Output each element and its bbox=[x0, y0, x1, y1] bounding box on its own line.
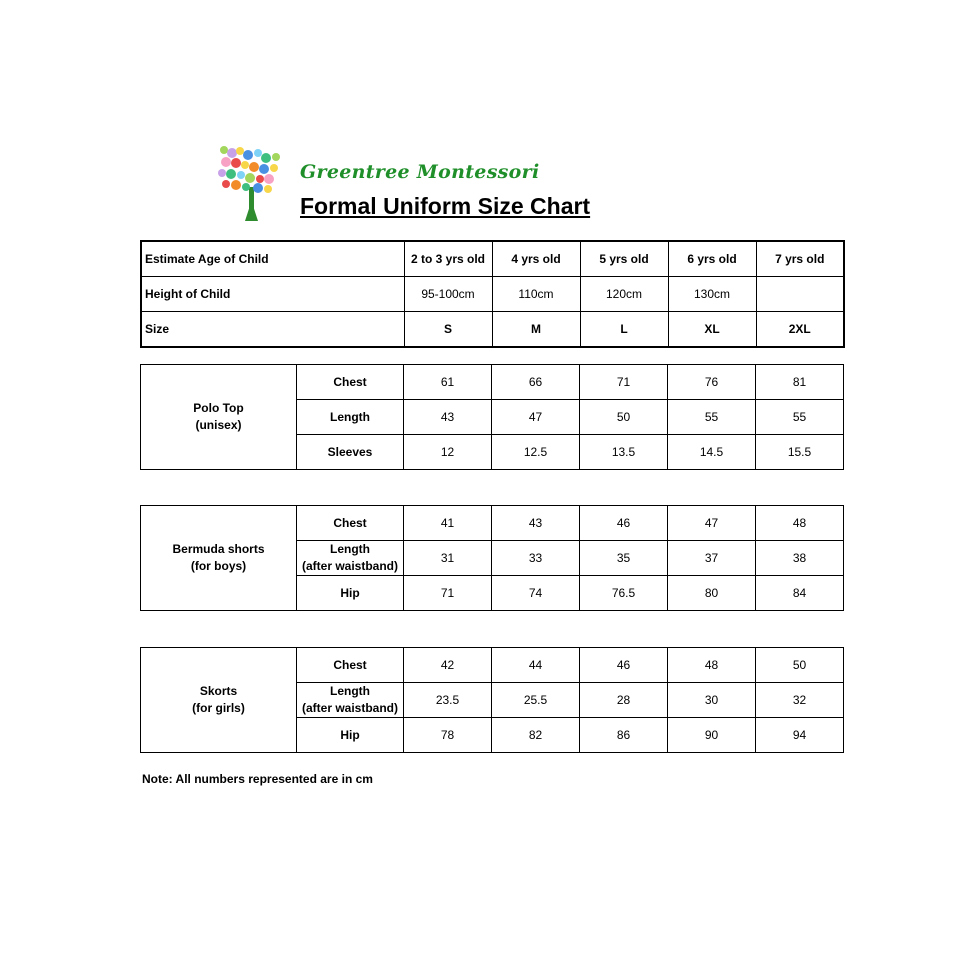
value-cell: 12.5 bbox=[492, 435, 580, 470]
table-row bbox=[141, 506, 844, 541]
height-cell bbox=[756, 277, 844, 312]
polo-top-table bbox=[140, 364, 844, 470]
size-reference-table bbox=[140, 240, 845, 348]
value-cell: 46 bbox=[580, 506, 668, 541]
value-cell: 86 bbox=[580, 718, 668, 753]
value-cell: 31 bbox=[404, 541, 492, 576]
value-cell: 61 bbox=[404, 365, 492, 400]
age-cell: 6 yrs old bbox=[668, 241, 756, 277]
value-cell: 15.5 bbox=[756, 435, 844, 470]
value-cell: 76.5 bbox=[580, 576, 668, 611]
measure-label: Chest bbox=[297, 506, 404, 541]
table-row bbox=[141, 277, 844, 312]
height-label: Height of Child bbox=[141, 277, 404, 312]
garment-name-line2: (for girls) bbox=[192, 701, 245, 715]
value-cell: 37 bbox=[668, 541, 756, 576]
value-cell: 50 bbox=[580, 400, 668, 435]
value-cell: 25.5 bbox=[492, 683, 580, 718]
value-cell: 43 bbox=[404, 400, 492, 435]
value-cell: 28 bbox=[580, 683, 668, 718]
value-cell: 82 bbox=[492, 718, 580, 753]
garment-name-line2: (for boys) bbox=[190, 559, 247, 573]
tree-logo-icon bbox=[218, 143, 288, 223]
size-cell: 2XL bbox=[756, 312, 844, 348]
value-cell: 71 bbox=[580, 365, 668, 400]
size-cell: L bbox=[580, 312, 668, 348]
value-cell: 50 bbox=[756, 648, 844, 683]
height-cell: 95-100cm bbox=[404, 277, 492, 312]
age-label: Estimate Age of Child bbox=[141, 241, 404, 277]
measure-label: Length (after waistband) bbox=[297, 541, 404, 576]
value-cell: 38 bbox=[756, 541, 844, 576]
height-cell: 110cm bbox=[492, 277, 580, 312]
value-cell: 14.5 bbox=[668, 435, 756, 470]
value-cell: 78 bbox=[404, 718, 492, 753]
bermuda-shorts-table bbox=[140, 505, 844, 611]
table-row bbox=[141, 365, 844, 400]
value-cell: 35 bbox=[580, 541, 668, 576]
value-cell: 33 bbox=[492, 541, 580, 576]
garment-name bbox=[141, 365, 297, 470]
age-cell: 4 yrs old bbox=[492, 241, 580, 277]
value-cell: 66 bbox=[492, 365, 580, 400]
value-cell: 23.5 bbox=[404, 683, 492, 718]
value-cell: 47 bbox=[492, 400, 580, 435]
value-cell: 30 bbox=[668, 683, 756, 718]
measure-label: Hip bbox=[297, 718, 404, 753]
age-cell: 5 yrs old bbox=[580, 241, 668, 277]
garment-name-line2: (unisex) bbox=[195, 418, 242, 432]
units-note: Note: All numbers represented are in cm bbox=[142, 772, 373, 786]
age-cell: 2 to 3 yrs old bbox=[404, 241, 492, 277]
value-cell: 71 bbox=[404, 576, 492, 611]
value-cell: 80 bbox=[668, 576, 756, 611]
age-cell: 7 yrs old bbox=[756, 241, 844, 277]
page-title: Formal Uniform Size Chart bbox=[300, 193, 591, 219]
value-cell: 43 bbox=[492, 506, 580, 541]
value-cell: 42 bbox=[404, 648, 492, 683]
value-cell: 48 bbox=[668, 648, 756, 683]
value-cell: 55 bbox=[756, 400, 844, 435]
value-cell: 41 bbox=[404, 506, 492, 541]
value-cell: 46 bbox=[580, 648, 668, 683]
table-row bbox=[141, 648, 844, 683]
size-cell: M bbox=[492, 312, 580, 348]
value-cell: 44 bbox=[492, 648, 580, 683]
garment-name-line1: Skorts bbox=[199, 684, 238, 698]
size-label: Size bbox=[141, 312, 404, 348]
measure-label: Hip bbox=[297, 576, 404, 611]
document-header bbox=[218, 143, 638, 223]
measure-label: Chest bbox=[297, 365, 404, 400]
value-cell: 13.5 bbox=[580, 435, 668, 470]
value-cell: 90 bbox=[668, 718, 756, 753]
value-cell: 48 bbox=[756, 506, 844, 541]
skorts-table bbox=[140, 647, 844, 753]
value-cell: 32 bbox=[756, 683, 844, 718]
height-cell: 130cm bbox=[668, 277, 756, 312]
value-cell: 94 bbox=[756, 718, 844, 753]
size-cell: S bbox=[404, 312, 492, 348]
value-cell: 12 bbox=[404, 435, 492, 470]
measure-label: Sleeves bbox=[297, 435, 404, 470]
value-cell: 76 bbox=[668, 365, 756, 400]
value-cell: 84 bbox=[756, 576, 844, 611]
value-cell: 81 bbox=[756, 365, 844, 400]
measure-label: Length (after waistband) bbox=[297, 683, 404, 718]
garment-name bbox=[141, 648, 297, 753]
brand-name: Greentree Montessori bbox=[300, 161, 540, 183]
garment-name-line1: Polo Top bbox=[193, 401, 244, 415]
value-cell: 55 bbox=[668, 400, 756, 435]
garment-name bbox=[141, 506, 297, 611]
value-cell: 74 bbox=[492, 576, 580, 611]
garment-name-line1: Bermuda shorts bbox=[172, 542, 265, 556]
table-row bbox=[141, 312, 844, 348]
table-row bbox=[141, 241, 844, 277]
measure-label: Chest bbox=[297, 648, 404, 683]
value-cell: 47 bbox=[668, 506, 756, 541]
height-cell: 120cm bbox=[580, 277, 668, 312]
measure-label: Length bbox=[297, 400, 404, 435]
size-cell: XL bbox=[668, 312, 756, 348]
